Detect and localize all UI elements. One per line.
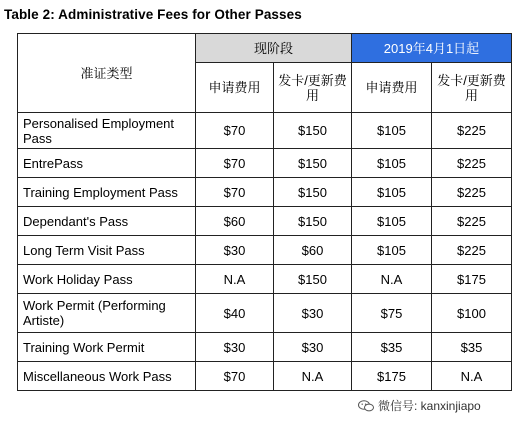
new-issuance-fee-cell: $175 [432, 265, 512, 294]
new-application-fee-cell: $105 [352, 178, 432, 207]
new-issuance-fee-cell: $100 [432, 294, 512, 333]
current-issuance-fee-cell: $150 [274, 178, 352, 207]
pass-name-cell: Long Term Visit Pass [18, 236, 196, 265]
current-issuance-fee-cell: $60 [274, 236, 352, 265]
new-application-fee-cell: $35 [352, 333, 432, 362]
current-application-fee-cell: $30 [196, 333, 274, 362]
current-issuance-fee-cell: $30 [274, 294, 352, 333]
current-issuance-fee-cell: N.A [274, 362, 352, 391]
fees-table [17, 33, 512, 391]
current-application-fee-cell: N.A [196, 265, 274, 294]
wechat-icon [358, 400, 374, 412]
pass-name-cell: Work Holiday Pass [18, 265, 196, 294]
current-application-fee-cell: $30 [196, 236, 274, 265]
new-issuance-fee-cell: $225 [432, 236, 512, 265]
table-row [18, 333, 512, 362]
new-application-fee-cell: $75 [352, 294, 432, 333]
pass-name-cell: Dependant's Pass [18, 207, 196, 236]
new-issuance-fee-cell: $225 [432, 113, 512, 149]
new-application-fee-cell: $105 [352, 236, 432, 265]
current-application-fee-cell: $70 [196, 149, 274, 178]
table-row [18, 149, 512, 178]
current-application-fee-cell: $40 [196, 294, 274, 333]
table-row [18, 178, 512, 207]
new-application-fee-cell: $105 [352, 149, 432, 178]
new-application-fee-cell: $105 [352, 207, 432, 236]
watermark [358, 397, 481, 414]
current-application-fee-cell: $60 [196, 207, 274, 236]
current-issuance-fee-cell: $150 [274, 113, 352, 149]
new-issuance-fee-cell: $225 [432, 178, 512, 207]
new-issuance-fee-cell: $225 [432, 149, 512, 178]
table-row [18, 265, 512, 294]
new-issuance-fee-header: 发卡/更新费用 [432, 63, 512, 113]
pass-name-cell: Training Work Permit [18, 333, 196, 362]
table-row [18, 207, 512, 236]
new-issuance-fee-cell: $225 [432, 207, 512, 236]
current-application-fee-header: 申请费用 [196, 63, 274, 113]
current-period-header: 现阶段 [196, 34, 352, 63]
new-application-fee-cell: $105 [352, 113, 432, 149]
pass-name-cell: Miscellaneous Work Pass [18, 362, 196, 391]
table-caption: Table 2: Administrative Fees for Other Passes [4, 7, 302, 22]
current-issuance-fee-cell: $30 [274, 333, 352, 362]
new-application-fee-header: 申请费用 [352, 63, 432, 113]
table-row [18, 236, 512, 265]
current-application-fee-cell: $70 [196, 113, 274, 149]
table-row [18, 113, 512, 149]
new-issuance-fee-cell: N.A [432, 362, 512, 391]
current-application-fee-cell: $70 [196, 178, 274, 207]
header-row-periods [18, 34, 512, 63]
new-period-header: 2019年4月1日起 [352, 34, 512, 63]
new-application-fee-cell: $175 [352, 362, 432, 391]
pass-type-header: 准证类型 [18, 34, 196, 113]
current-issuance-fee-cell: $150 [274, 265, 352, 294]
current-issuance-fee-header: 发卡/更新费用 [274, 63, 352, 113]
current-application-fee-cell: $70 [196, 362, 274, 391]
watermark-text: 微信号: kanxinjiapo [378, 399, 481, 413]
new-issuance-fee-cell: $35 [432, 333, 512, 362]
pass-name-cell: EntrePass [18, 149, 196, 178]
new-application-fee-cell: N.A [352, 265, 432, 294]
table-row [18, 362, 512, 391]
current-issuance-fee-cell: $150 [274, 149, 352, 178]
pass-name-cell: Personalised Employment Pass [18, 113, 196, 149]
current-issuance-fee-cell: $150 [274, 207, 352, 236]
pass-name-cell: Work Permit (Performing Artiste) [18, 294, 196, 333]
table-row [18, 294, 512, 333]
pass-name-cell: Training Employment Pass [18, 178, 196, 207]
